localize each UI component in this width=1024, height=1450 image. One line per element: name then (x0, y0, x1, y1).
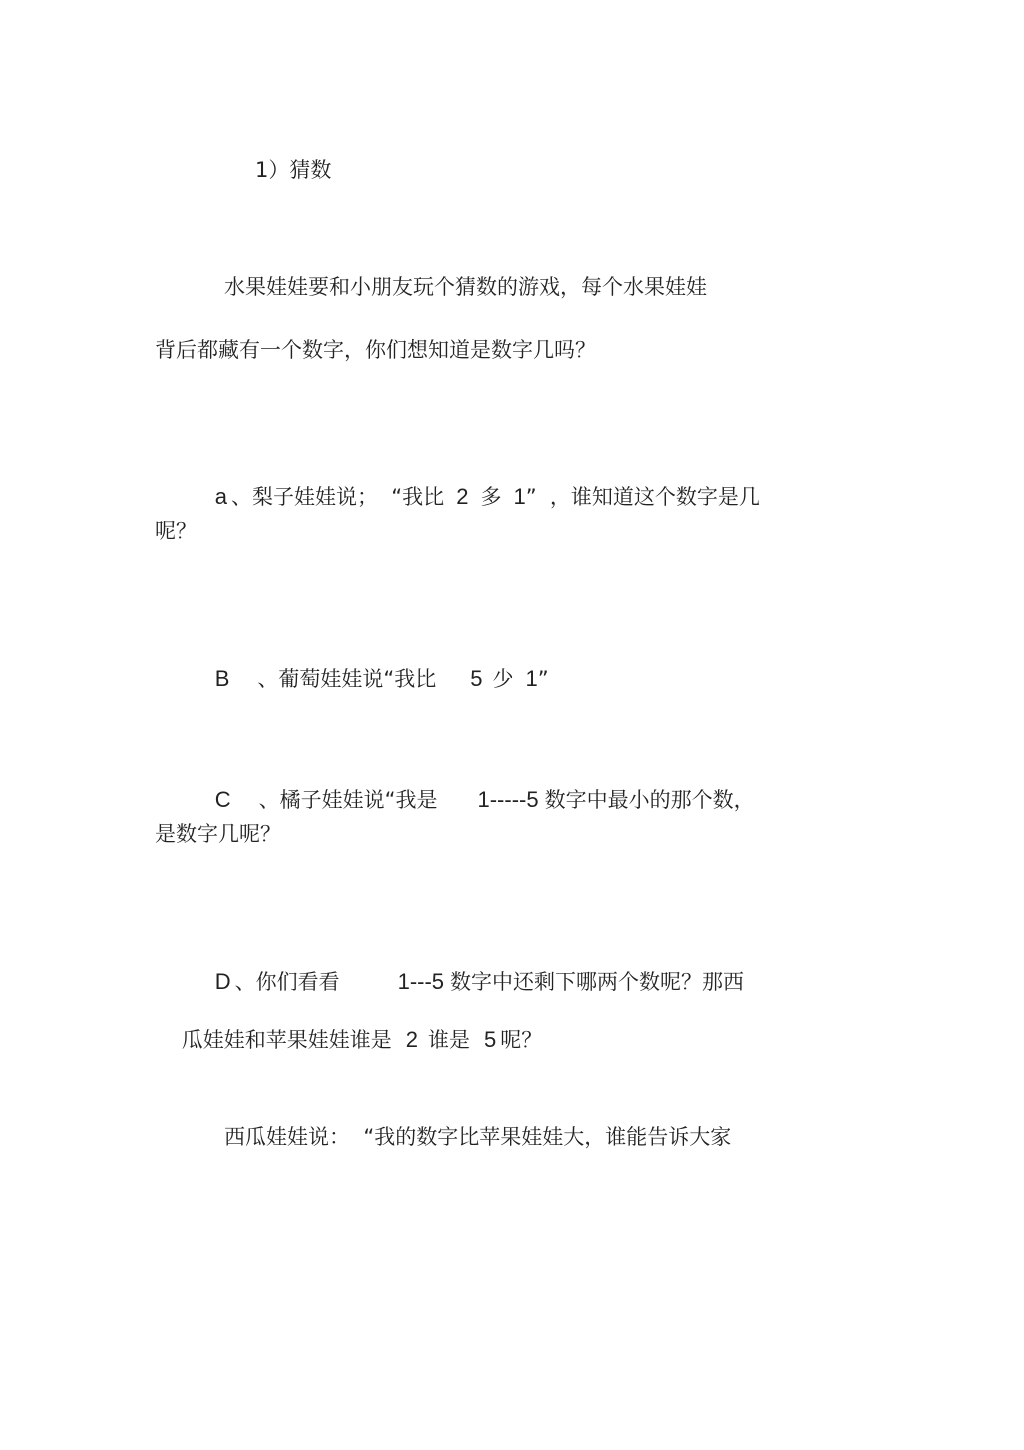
item-c-range: 1-----5 (477, 787, 539, 812)
item-a-number-1: 2 (456, 484, 469, 509)
item-d-number-2: 5 (483, 1027, 497, 1052)
item-b-tail: ” (537, 667, 549, 691)
item-d-range: 1---5 (397, 969, 445, 994)
item-d-marker: D (214, 969, 231, 994)
watermelon-line-1: 西瓜娃娃说： “我的数字比苹果娃娃大，谁能告诉大家 (224, 1125, 732, 1149)
item-d-tail: 数字中还剩下哪两个数呢？那西 (450, 970, 745, 994)
item-d-line-2-tail: 呢？ (500, 1028, 543, 1052)
item-a-tail: ” ，谁知道这个数字是几 (525, 485, 760, 509)
item-a-compare: 多 (480, 485, 502, 509)
item-c-tail: 数字中最小的那个数， (544, 788, 755, 812)
item-c-marker: C (214, 787, 231, 812)
item-d-who: 谁是 (427, 1028, 470, 1052)
section-heading: 1）猜数 (255, 158, 332, 182)
item-c-text: 、橘子娃娃说“我是 (258, 788, 438, 812)
item-a-text: 、梨子娃娃说； “我比 (230, 485, 445, 509)
intro-line-1: 水果娃娃要和小朋友玩个猜数的游戏，每个水果娃娃 (224, 275, 707, 299)
item-d-number-1: 2 (405, 1027, 418, 1052)
item-a-line-1 (188, 455, 760, 539)
item-b-number-2: 1 (525, 666, 538, 691)
item-b-number-1: 5 (470, 666, 483, 691)
item-c-line-2: 是数字几呢？ (155, 822, 281, 846)
item-b-marker: B (214, 666, 230, 691)
item-d-line-2 (155, 998, 542, 1082)
item-a-line-2: 呢？ (155, 519, 197, 543)
item-a-number-2: 1 (513, 484, 526, 509)
item-d-line-2-pre: 瓜娃娃和苹果娃娃谁是 (181, 1028, 392, 1052)
item-a-marker: a (214, 484, 227, 509)
item-b-compare: 少 (492, 667, 514, 691)
item-d-text: 、你们看看 (234, 970, 340, 994)
item-b-line (188, 637, 549, 721)
item-b-text: 、葡萄娃娃说“我比 (257, 667, 437, 691)
intro-line-2: 背后都藏有一个数字，你们想知道是数字几吗？ (155, 338, 596, 362)
